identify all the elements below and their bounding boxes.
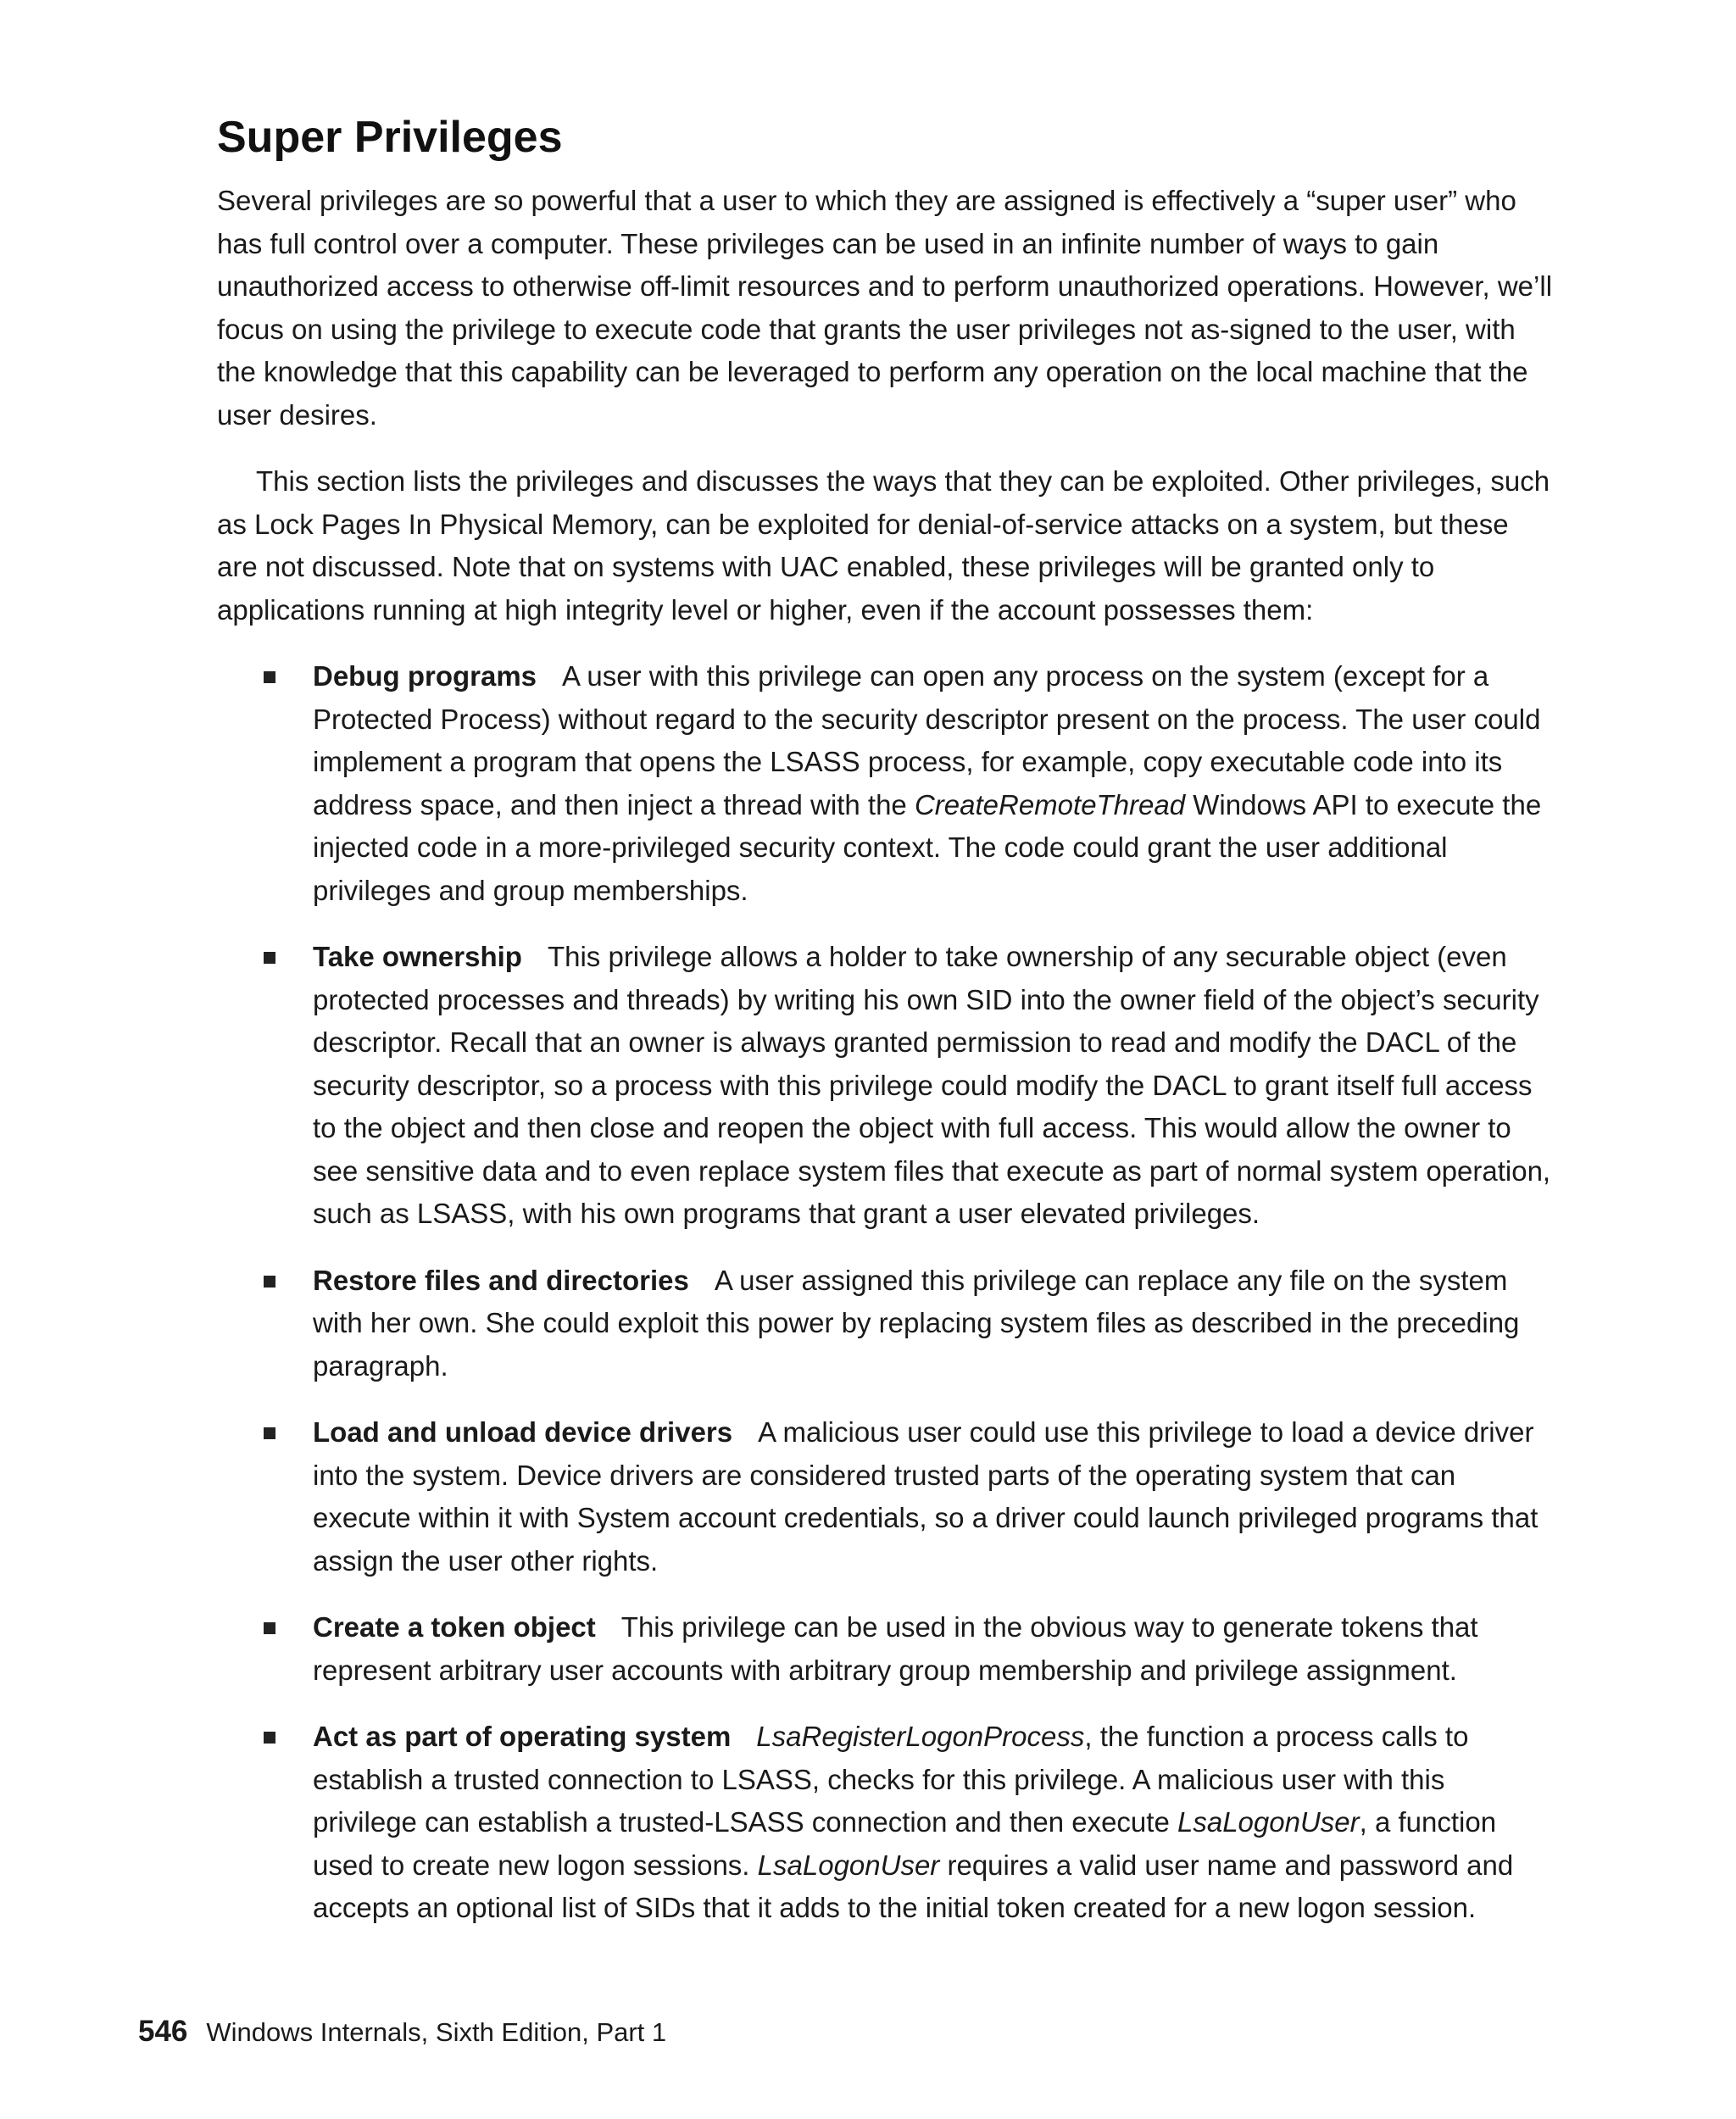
privilege-text: A user with this privilege can open any process on the system (except for a Protected Process) without regard to the security descriptor present on the process. The user could implement a program that opens the LSASS process, for example, copy executable code into its address space, and then inject a thread with the	[313, 660, 1541, 820]
book-title: Windows Internals, Sixth Edition, Part 1	[206, 2017, 667, 2047]
square-bullet-icon	[264, 1427, 275, 1439]
privilege-term: Take ownership	[313, 941, 522, 972]
page-content	[217, 107, 1556, 1954]
privilege-term: Act as part of operating system	[313, 1721, 732, 1752]
privilege-item-create-token	[217, 1606, 1556, 1692]
square-bullet-icon	[264, 671, 275, 683]
page-number: 546	[138, 2015, 188, 2048]
section-heading: Super Privileges	[217, 113, 563, 162]
intro-paragraph: Several privileges are so powerful that a user to which they are assigned is effectively a “super user” who has full control over a computer. These privileges can be used in an infinite number of ways to gain unauthorized access to otherwise off-limit resources and to perform unauthorized operations. However, we’ll focus on using the privilege to execute code that grants the user privileges not as-signed to the user, with the knowledge that this capability can be leveraged to perform any operation on the local machine that the user desires.	[217, 185, 1553, 431]
api-name: LsaLogonUser	[757, 1849, 940, 1881]
privilege-term: Create a token object	[313, 1611, 596, 1643]
privilege-text: , the function a process calls to establish a trusted connection to LSASS, checks for this privilege. A malicious user with this privilege can establish a trusted-LSASS connection and then execute	[313, 1721, 1469, 1838]
api-name: LsaLogonUser	[1177, 1806, 1360, 1838]
privilege-item-debug-programs	[217, 655, 1556, 912]
privilege-text: A user assigned this privilege can replace any file on the system with her own. She could exploit this power by replacing system files as described in the preceding paragraph.	[313, 1264, 1520, 1382]
privilege-text: This privilege allows a holder to take ownership of any securable object (even protected processes and threads) by writing his own SID into the owner field of the object’s security descriptor. Recall that an owner is always granted permission to read and modify the DACL of the security descriptor, so a process with this privilege could modify the DACL to grant itself full access to the object and then close and reopen the object with full access. This would allow the owner to see sensitive data and to even replace system files that execute as part of normal system operation, such as LSASS, with his own programs that grant a user elevated privileges.	[313, 941, 1551, 1229]
privilege-item-restore-files	[217, 1260, 1556, 1388]
privilege-item-load-drivers	[217, 1411, 1556, 1582]
privilege-text: requires a valid user name and password and accepts an optional list of SIDs that it adds to the initial token created for a new logon session.	[313, 1849, 1514, 1923]
privilege-item-take-ownership	[217, 936, 1556, 1236]
square-bullet-icon	[264, 1276, 275, 1288]
second-paragraph: This section lists the privileges and discusses the ways that they can be exploited. Other privileges, such as Lock Pages In Physical Memory, can be exploited for denial-of-service attacks on a system, but these are not discussed. Note that on systems with UAC enabled, these privileges will be granted only to applications running at high integrity level or higher, even if the account possesses them:	[217, 465, 1550, 626]
privilege-term: Debug programs	[313, 660, 537, 692]
privilege-term: Restore files and directories	[313, 1264, 689, 1296]
page-footer	[138, 2013, 666, 2051]
privilege-text: This privilege can be used in the obvious way to generate tokens that represent arbitrary user accounts with arbitrary group membership and privilege assignment.	[313, 1611, 1478, 1686]
privilege-text: A malicious user could use this privilege to load a device driver into the system. Device drivers are considered trusted parts of the operating system that can execute within it with System account credentials, so a driver could launch privileged programs that assign the user other rights.	[313, 1416, 1538, 1577]
square-bullet-icon	[264, 952, 275, 964]
privilege-text: Windows API to execute the injected code in a more-privileged security context. The code could grant the user additional privileges and group memberships.	[313, 788, 1542, 906]
api-name: LsaRegisterLogonProcess	[756, 1721, 1085, 1752]
api-name: CreateRemoteThread	[914, 788, 1186, 820]
privilege-text: , a function used to create new logon sessions.	[313, 1806, 1497, 1881]
square-bullet-icon	[264, 1622, 275, 1634]
square-bullet-icon	[264, 1732, 275, 1744]
privilege-item-act-as-os	[217, 1716, 1556, 1930]
privilege-term: Load and unload device drivers	[313, 1416, 733, 1448]
privilege-list	[217, 655, 1556, 1930]
